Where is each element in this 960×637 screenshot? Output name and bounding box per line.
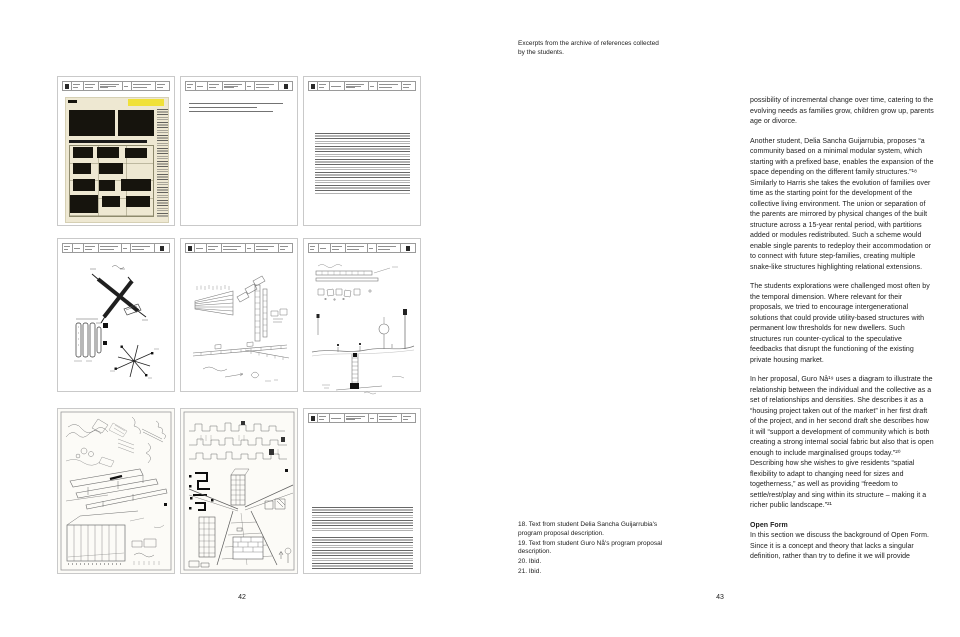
yellowed-magazine-page [65,97,169,223]
archive-caption [518,39,693,57]
card-header [62,81,170,91]
paragraph: In her proposal, Guro Nå¹⁹ uses a diagram to illustrate the relationship between the individual and the collective as a set of relationships and densities. She describes it as a “housing project taken out of the market” in her first draft of the project, and in her second draft she describes how it will “support a development of community which is both creating a strong internal social fabric but also that is open enough to include marginalised groups today.”²⁰ Describing how she wishes to give residents “spatial flexibility to adapt to changing need for sizes and togetherness,” as well as providing “freedom to settle/rest/play and sing within its structure – making it a richer public landscape.”²¹ [750,376,934,509]
city-drawing-bold [181,409,297,573]
archive-logo-icon [311,84,315,89]
paragraph: Another student, Delia Sancha Guijarrubia, proposes “a community based on a minimal modular system, which starting with a prefixed base, enables the expansion of the space depending on the different family structures.”¹⁸ Similarly to Harris she takes the evolution of families over time as the starting point for the development of the collective living environment. The union or separation of the parents are mirrored by physical changes of the built structure across a 15-year rental period, with partitions added or modules redistributed. Such a scheme would enable single parents to redeploy their accommodation or to connect with future step-families, creating multiple snake-like structures highlighting relational extensions. [750,137,934,271]
paragraph: In this section we discuss the background of Open Form. Since it is a concept and theory that lacks a singular definition, rather than try to define it we will provide [750,532,930,560]
archive-logo-icon [160,246,164,251]
archive-card-2 [180,76,298,226]
article-text-column [750,96,934,572]
caption-line: Excerpts from the archive of references collected [518,40,659,47]
page-number-right: 43 [716,594,724,601]
yellow-highlight [128,99,164,106]
axonometric-sketch-drawing [185,257,295,391]
archive-card-9 [303,408,421,574]
archive-logo-icon [65,84,69,89]
paragraph-text-block [312,537,413,571]
paragraph-text-block [312,507,413,533]
footnote: 20. Ibid. [518,558,542,566]
footnote: 18. Text from student Delia Sancha Guijarrubia's program proposal description. [518,521,658,537]
archive-logo-icon [284,84,288,89]
archive-card-1 [57,76,175,226]
card-header [185,243,293,253]
card-header [308,413,416,423]
card-header [185,81,293,91]
archive-logo-icon [406,246,410,251]
section-heading: Open Form [750,521,788,529]
page-number-left: 42 [238,594,246,601]
archive-card-3 [303,76,421,226]
archive-logo-icon [188,246,192,251]
city-drawing [58,409,174,573]
photo-block [69,110,115,136]
paragraph: possibility of incremental change over time, catering to the evolving needs as families grow, children grow up, parents age or divorce. [750,97,934,125]
archive-logo-icon [311,416,315,421]
footnote: 19. Text from student Guro Nå's program proposal description. [518,539,663,556]
caption-line: by the students. [518,49,564,56]
footnote: 21. Ibid. [518,568,542,576]
card-header [62,243,170,253]
section-sketch-drawing [308,257,418,395]
archive-card-7 [57,408,175,574]
archive-card-5 [180,238,298,392]
footnotes [518,521,673,579]
archive-card-6 [303,238,421,392]
archive-card-8 [180,408,298,574]
photo-block [118,110,154,136]
paragraph-text-block [315,133,410,195]
card-header [308,81,416,91]
paragraph: The students explorations were challenged most often by the temporal dimension. Where relevant for their proposals, we tried to encourage intergenerational solutions that could provide utility-based structures with permanent low thresholds for new dwellers. Such structures run counter-cyclical to the speculative feedbacks that disrupt the functioning of the existing private housing market. [750,283,930,364]
plan-sketch-drawing [62,257,172,389]
archive-card-4 [57,238,175,392]
card-header [308,243,416,253]
